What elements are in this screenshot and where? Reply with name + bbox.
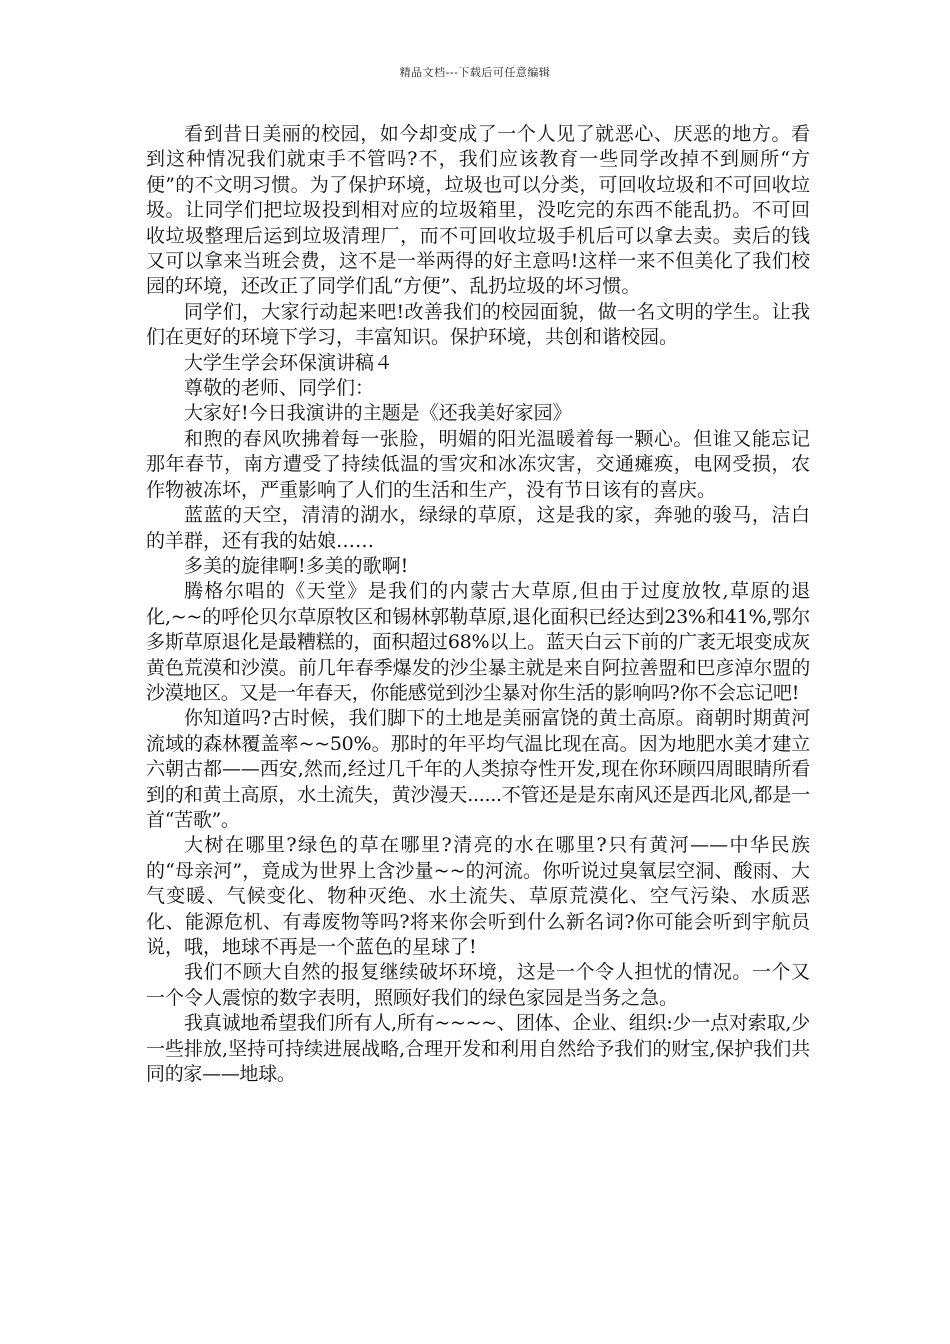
speech-topic: 大家好!今日我演讲的主题是《还我美好家园》 bbox=[184, 402, 572, 425]
paragraph-campus-cleanup: 看到昔日美丽的校园，如今却变成了一个人见了就恶心、厌恶的地方。看到这种情况我们就束手不管吗?不，我们应该教育一些同学改掉不到厕所“方便”的不文明习惯。为了保护环境，垃圾也可以分类，可回收垃圾和不可回收垃圾。让同学们把垃圾投到相对应的垃圾箱里，没吃完的东西不能乱扔。不可回收垃圾整理后运到垃圾清理厂，而不可回收垃圾手机后可以拿去卖。卖后的钱又可以拿来当班会费，这不是一举两得的好主意吗!这样一来不但美化了我们校园的环境，还改正了同学们乱“方便”、乱扔垃圾的坏习惯。 bbox=[146, 123, 810, 298]
paragraph-loess-plateau: 你知道吗?古时候，我们脚下的土地是美丽富饶的黄土高原。商朝时期黄河流域的森林覆盖率~~50%。那时的年平均气温比现在高。因为地肥水美才建立六朝古都——西安,然而,经过几千年的人类掠夺性开发,现在你环顾四周眼睛所看到的和黄土高原，水土流失，黄沙漫天......不管还是是东南风还是西北风,都是一首“苦歌”。 bbox=[146, 707, 810, 831]
speech-salutation: 尊敬的老师、同学们： bbox=[184, 377, 375, 400]
paragraph-grassland: 腾格尔唱的《天堂》是我们的内蒙古大草原,但由于过度放牧,草原的退化,~~的呼伦贝尔草原牧区和锡林郭勒草原,退化面积已经达到23%和41%,鄂尔多斯草原退化是最糟糕的，面积超过68%以上。蓝天白云下前的广袤无垠变成灰黄色荒漠和沙漠。前几年春季爆发的沙尘暴主就是来自阿拉善盟和巴彦淖尔盟的沙漠地区。又是一年春天，你能感觉到沙尘暴对你生活的影响吗?你不会忘记吧! bbox=[146, 580, 810, 704]
paragraph-song-exclaim: 多美的旋律啊!多美的歌啊! bbox=[184, 554, 409, 577]
paragraph-yellow-river: 大树在哪里?绿色的草在哪里?清亮的水在哪里?只有黄河——中华民族的“母亲河”，竟成为世界上含沙量~~的河流。你听说过臭氧层空洞、酸雨、大气变暖、气候变化、物种灭绝、水土流失、草原荒漠化、空气污染、水质恶化、能源危机、有毒废物等吗?将来你会听到什么新名词?你可能会听到宇航员说，哦，地球不再是一个蓝色的星球了! bbox=[146, 834, 810, 958]
paragraph-urgency: 我们不顾大自然的报复继续破坏环境，这是一个令人担忧的情况。一个又一个令人震惊的数字表明，照顾好我们的绿色家园是当务之急。 bbox=[146, 961, 810, 1009]
document-body bbox=[146, 122, 810, 1087]
paragraph-hope: 我真诚地希望我们所有人,所有~~~~、团体、企业、组织:少一点对索取,少一些排放,坚持可持续进展战略,合理开发和利用自然给予我们的财宝,保护我们共同的家——地球。 bbox=[146, 1012, 810, 1086]
paragraph-call-to-action: 同学们，大家行动起来吧!改善我们的校园面貌，做一名文明的学生。让我们在更好的环境下学习，丰富知识。保护环境，共创和谐校园。 bbox=[146, 300, 810, 349]
paragraph-song-lyrics: 蓝蓝的天空，清清的湖水，绿绿的草原，这是我的家，奔驰的骏马，洁白的羊群，还有我的姑娘…… bbox=[146, 504, 810, 552]
paragraph-spring-disaster: 和煦的春风吹拂着每一张脸，明媚的阳光温暖着每一颗心。但谁又能忘记那年春节，南方遭受了持续低温的雪灾和冰冻灾害，交通瘫痪，电网受损，农作物被冻坏，严重影响了人们的生活和生产，没有节日该有的喜庆。 bbox=[146, 427, 810, 501]
speech-title: 大学生学会环保演讲稿４ bbox=[184, 351, 394, 374]
page-header: 精品文档---下载后可任意编辑 bbox=[399, 66, 551, 79]
